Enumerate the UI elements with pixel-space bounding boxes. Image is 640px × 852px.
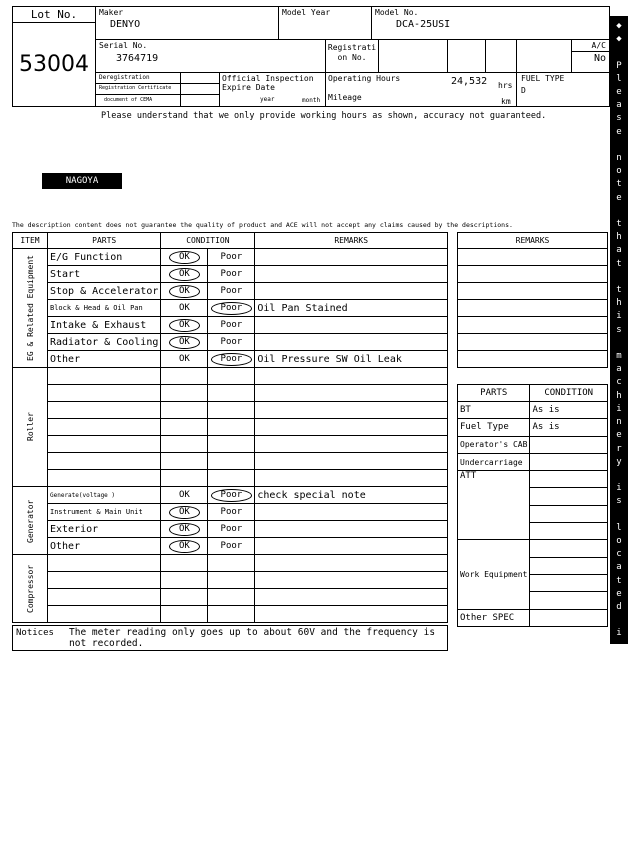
- table-row: [13, 521, 448, 538]
- table-row: [13, 334, 448, 351]
- table-row: [13, 487, 448, 504]
- header-grid: [96, 6, 610, 107]
- group-roller: Roller: [25, 412, 35, 442]
- table-row: [13, 572, 448, 589]
- month-label: month: [302, 97, 321, 104]
- poor-option: Poor: [220, 286, 243, 296]
- ok-option: OK: [178, 354, 190, 364]
- deregistration-label: Deregistration: [96, 73, 181, 84]
- table-row: [13, 538, 448, 555]
- poor-option: Poor: [220, 269, 243, 279]
- disclaimer: The description content does not guarantee the quality of product and ACE will not accept any claims caused by the descriptions.: [12, 221, 513, 229]
- table-row: [13, 385, 448, 402]
- model-year-label: Model Year: [282, 8, 331, 17]
- group-generator: Generator: [25, 498, 35, 543]
- lot-label: Lot No.: [13, 7, 95, 23]
- part-label: Start: [48, 266, 161, 283]
- ok-circled: OK: [169, 523, 200, 536]
- ok-circled: OK: [169, 268, 200, 281]
- pc-part: ATT: [458, 471, 530, 540]
- ok-circled: OK: [169, 251, 200, 264]
- remarks-cell: [255, 317, 448, 334]
- pc-cond: As is: [530, 419, 608, 436]
- part-label: Radiator & Cooling: [48, 334, 161, 351]
- table-row: [13, 453, 448, 470]
- table-row: [13, 300, 448, 317]
- table-row: [13, 249, 448, 266]
- op-hours-value: 24,532: [451, 76, 488, 87]
- table-row: [13, 419, 448, 436]
- list-item: [458, 453, 608, 470]
- pc-part: Other SPEC: [458, 609, 530, 626]
- remarks-cell: check special note: [255, 487, 448, 504]
- part-label: Stop & Accelerator: [48, 283, 161, 300]
- table-row: [13, 504, 448, 521]
- col-parts: PARTS: [48, 233, 161, 249]
- table-row: [13, 470, 448, 487]
- list-item: [458, 609, 608, 626]
- table-row: [13, 436, 448, 453]
- pc-condition-header: CONDITION: [530, 385, 608, 402]
- remarks-cell: [255, 266, 448, 283]
- side-banner: ◆ ◆ P l e a s e n o t e t h a t t h i s m a c h i n e r y i s l o c a t e d i n N a g o y a Y a r d ◆ ◆: [610, 16, 628, 644]
- ok-circled: OK: [169, 285, 200, 298]
- km-label: km: [501, 97, 511, 106]
- part-label: Intake & Exhaust: [48, 317, 161, 334]
- poor-option: Poor: [220, 252, 243, 262]
- remarks-cell: Oil Pan Stained: [255, 300, 448, 317]
- table-row: [13, 283, 448, 300]
- part-label: Instrument & Main Unit: [48, 504, 161, 521]
- remarks-cell: Oil Pressure SW Oil Leak: [255, 351, 448, 368]
- part-label: E/G Function: [48, 249, 161, 266]
- table-row: [13, 317, 448, 334]
- list-item: [458, 436, 608, 453]
- inspection-table: [12, 232, 448, 623]
- remarks-cell: [255, 521, 448, 538]
- maker-value: DENYO: [110, 19, 141, 30]
- poor-circled: Poor: [211, 302, 253, 315]
- registration-label: Registrati on No.: [326, 40, 379, 73]
- model-no-value: DCA-25USI: [396, 19, 451, 30]
- remarks-cell: [255, 504, 448, 521]
- right-remarks-header: REMARKS: [458, 233, 608, 249]
- table-row: [13, 402, 448, 419]
- poor-option: Poor: [220, 337, 243, 347]
- model-no-label: Model No.: [375, 8, 419, 17]
- poor-option: Poor: [220, 320, 243, 330]
- ok-circled: OK: [169, 336, 200, 349]
- ac-label: A/C: [591, 41, 606, 50]
- part-label: Exterior: [48, 521, 161, 538]
- year-label: year: [260, 96, 275, 103]
- fuel-type-label: FUEL TYPE: [521, 74, 565, 83]
- list-item: [458, 402, 608, 419]
- hours-notice: Please understand that we only provide working hours as shown, accuracy not guaranteed.: [101, 111, 547, 121]
- part-label: Other: [48, 538, 161, 555]
- fuel-type-value: D: [521, 86, 526, 95]
- ok-option: OK: [178, 303, 190, 313]
- hrs-label: hrs: [498, 81, 513, 90]
- reg-cert-label: Registration Certificate: [96, 84, 181, 95]
- remarks-cell: [255, 283, 448, 300]
- poor-option: Poor: [220, 507, 243, 517]
- maker-label: Maker: [99, 8, 124, 17]
- right-remarks-table: [457, 232, 608, 368]
- group-compressor: Compressor: [25, 564, 35, 613]
- notices-text: The meter reading only goes up to about 60V and the frequency is not recorded.: [69, 627, 436, 649]
- table-row: [13, 555, 448, 572]
- part-label: Generate(voltage ): [48, 487, 161, 504]
- location-badge: NAGOYA: [42, 173, 122, 189]
- serial-value: 3764719: [116, 53, 159, 64]
- poor-option: Poor: [220, 524, 243, 534]
- list-item: [458, 419, 608, 436]
- remarks-cell: [255, 249, 448, 266]
- table-row: [13, 351, 448, 368]
- list-item: [458, 540, 608, 557]
- pc-part: BT: [458, 402, 530, 419]
- table-row: [13, 266, 448, 283]
- notices-label: Notices: [16, 628, 54, 638]
- serial-label: Serial No.: [99, 41, 148, 50]
- list-item: [458, 471, 608, 488]
- part-label: Block & Head & Oil Pan: [48, 300, 161, 317]
- poor-circled: Poor: [211, 353, 253, 366]
- remarks-cell: [255, 538, 448, 555]
- ok-circled: OK: [169, 506, 200, 519]
- inspection-label: Official Inspection Expire Date: [222, 74, 314, 92]
- table-row: [13, 589, 448, 606]
- op-hours-label: Operating Hours: [328, 74, 401, 83]
- pc-part: Work Equipment: [458, 540, 530, 609]
- table-row: [13, 368, 448, 385]
- ac-value: No: [572, 51, 610, 65]
- parts-condition-table: [457, 384, 608, 627]
- pc-cond: As is: [530, 402, 608, 419]
- ok-option: OK: [178, 490, 190, 500]
- pc-parts-header: PARTS: [458, 385, 530, 402]
- col-condition: CONDITION: [161, 233, 255, 249]
- pc-part: Fuel Type: [458, 419, 530, 436]
- poor-circled: Poor: [211, 489, 253, 502]
- mileage-label: Mileage: [328, 93, 362, 102]
- cema-label: document of CEMA: [96, 95, 181, 107]
- notices-box: [12, 625, 448, 651]
- part-label: Other: [48, 351, 161, 368]
- poor-option: Poor: [220, 541, 243, 551]
- pc-part: Undercarriage: [458, 453, 530, 470]
- lot-box: [12, 6, 96, 107]
- pc-part: Operator's CAB: [458, 436, 530, 453]
- remarks-cell: [255, 334, 448, 351]
- table-row: [13, 606, 448, 623]
- group-eg: EG & Related Equipment: [25, 255, 35, 361]
- col-remarks: REMARKS: [255, 233, 448, 249]
- col-item: ITEM: [13, 233, 48, 249]
- lot-number: 53004: [19, 52, 89, 77]
- ok-circled: OK: [169, 540, 200, 553]
- ok-circled: OK: [169, 319, 200, 332]
